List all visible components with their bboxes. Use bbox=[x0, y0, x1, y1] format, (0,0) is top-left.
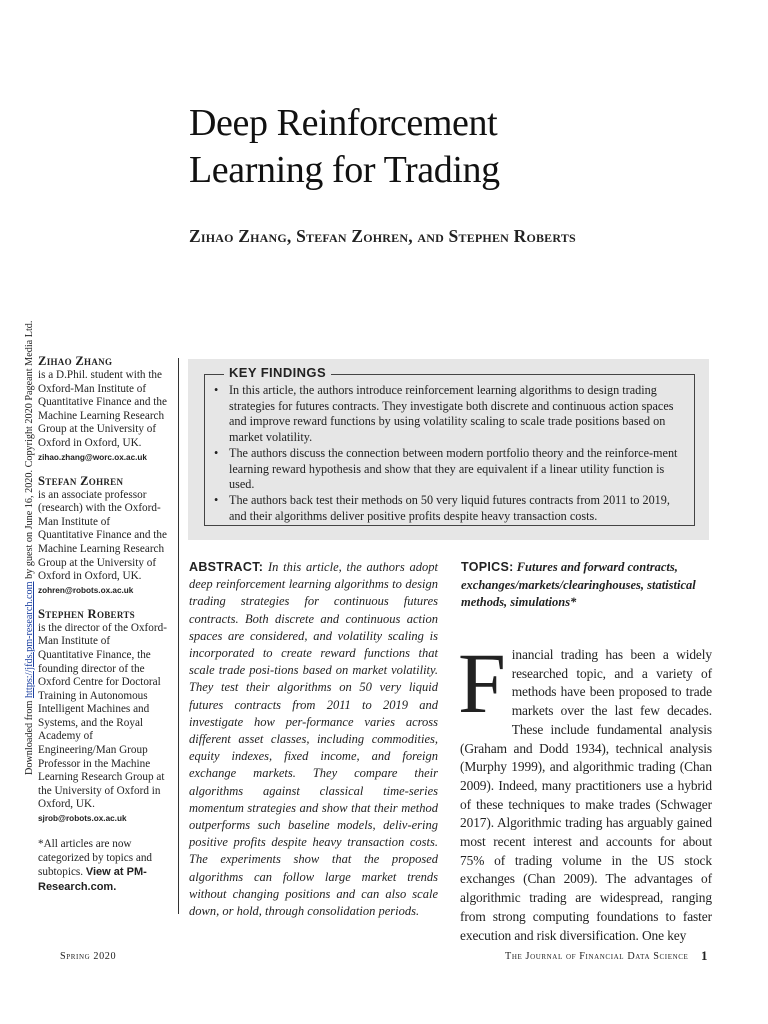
author-bio bbox=[38, 474, 168, 597]
download-notice-suffix: by guest on June 16, 2020. Copyright 2020 Pageant Media Ltd. bbox=[24, 320, 35, 582]
article-title bbox=[189, 100, 689, 194]
pm-research-link[interactable]: View at PM-Research.com. bbox=[38, 866, 147, 893]
key-findings-heading: KEY FINDINGS bbox=[224, 365, 331, 381]
key-finding-item: • The authors back test their methods on 50 very liquid futures contracts from 2011 to 2019, and their algorithms deliver positive profits despite heavy transaction costs. bbox=[214, 493, 684, 524]
topics-text: Futures and forward contracts, exchanges/markets/clearinghouses, statistical methods, simulations* bbox=[461, 560, 696, 609]
author-description: is an associate professor (research) with the Oxford-Man Institute of Quantitative Finance and the Machine Learning Research Group at the University of Oxford in Oxford, UK. bbox=[38, 488, 167, 583]
author-email[interactable]: sjrob@robots.ox.ac.uk bbox=[38, 814, 127, 824]
author-bio bbox=[38, 354, 168, 464]
title-line-1: Deep Reinforcement bbox=[189, 102, 498, 144]
abstract-label: ABSTRACT: bbox=[189, 560, 264, 574]
author-email[interactable]: zihao.zhang@worc.ox.ac.uk bbox=[38, 452, 147, 462]
column-divider bbox=[178, 358, 179, 914]
key-findings-list bbox=[214, 383, 684, 524]
journal-site-link[interactable]: https://jfds.pm-research.com bbox=[24, 581, 35, 699]
page-number: 1 bbox=[701, 948, 708, 963]
body-paragraph: inancial trading has been a widely researched topic, and a variety of methods have been proposed to trade markets over the last few decades. These include fundamental analysis (Graham and Dodd 1934), technical analysis (Murphy 1999), and algorithmic trading (Chan 2009). Indeed, many practitioners use a hybrid of these techniques to make trades (Schwager 2017). Algorithmic trading has arguably gained most recent interest and accounts for about 75% of trading volume in the US stock exchanges (Chan 2009). The advantages of algorithmic trading are widespread, ranging from strong computing foundations to faster execution and risk diversification. One key bbox=[460, 647, 712, 943]
download-notice bbox=[10, 245, 35, 775]
body-text bbox=[458, 635, 712, 945]
footer-journal: The Journal of Financial Data Science bbox=[505, 951, 689, 962]
topics-footnote-text: *All articles are now categorized by topics and subtopics. bbox=[38, 838, 153, 879]
author-name: Stephen Roberts bbox=[38, 606, 135, 621]
topics-label: TOPICS: bbox=[461, 560, 514, 574]
author-bio bbox=[38, 607, 168, 825]
footer-issue: Spring 2020 bbox=[60, 951, 117, 962]
abstract bbox=[189, 559, 438, 920]
key-finding-item: • In this article, the authors introduce reinforcement learning algorithms to design trading strategies for futures contracts. They investigate both discrete and continuous action spaces and improve reward functions by using volatility scaling to scale trade positions based on market volatility. bbox=[214, 383, 684, 446]
author-bios bbox=[38, 354, 168, 894]
key-findings-box bbox=[188, 359, 709, 540]
key-finding-item: • The authors discuss the connection between modern portfolio theory and the reinforce-ment learning reward hypothesis and show that they are equivalent if a linear utility function is used. bbox=[214, 446, 684, 493]
title-line-2: Learning for Trading bbox=[189, 149, 500, 191]
author-name: Stefan Zohren bbox=[38, 473, 124, 488]
author-name: Zihao Zhang bbox=[38, 354, 113, 368]
topics bbox=[461, 559, 711, 612]
abstract-text: In this article, the authors adopt deep reinforcement learning algorithms to design trading strategies for continuous futures contracts. Both discrete and continuous action spaces are considered, and volatility scaling is incorporated to create reward functions that scale trade posi-tions based on market volatility. They test their algorithms on 50 very liquid futures contracts from 2011 to 2019 and investigate how per-formance varies across different asset classes, including commodities, equity indexes, fixed income, and foreign exchange markets. They compare their algorithms against classical time-series momentum strategies and show that their method outperforms such baseline models, deliv-ering positive profits despite heavy transaction costs. The experiments show that the proposed algorithms can follow large market trends without changing positions and can also scale down, or hold, through consolidation periods. bbox=[189, 560, 438, 919]
author-list: Zihao Zhang, Stefan Zohren, and Stephen Roberts bbox=[189, 226, 576, 246]
topics-footnote bbox=[38, 837, 168, 894]
author-description: is the director of the Oxford-Man Institute of Quantitative Finance, the founding director of the Oxford Centre for Doctoral Training in Autonomous Intelligent Machines and Systems, and the Royal Academy of Engineering/Man Group Professor in the Machine Learning Research Group at the University of Oxford in Oxford, UK. bbox=[38, 621, 167, 811]
author-description: is a D.Phil. student with the Oxford-Man Institute of Quantitative Finance and the Machine Learning Research Group at the University of Oxford in Oxford, UK. bbox=[38, 369, 167, 449]
download-notice-prefix: Downloaded from bbox=[24, 698, 35, 775]
drop-cap: F bbox=[458, 635, 506, 731]
download-notice-text bbox=[20, 245, 40, 775]
author-email[interactable]: zohren@robots.ox.ac.uk bbox=[38, 585, 134, 595]
